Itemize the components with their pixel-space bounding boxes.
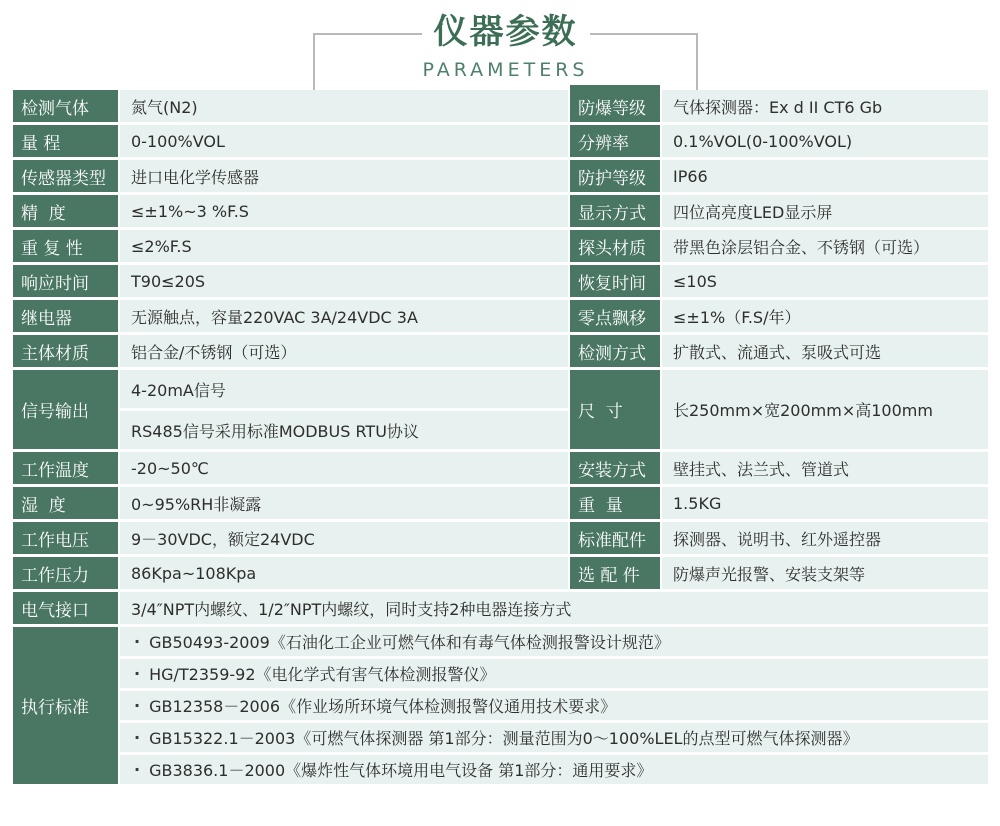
param-value: IP66 (662, 160, 988, 192)
param-label: 零点飘移 (570, 300, 660, 332)
param-value: 铝合金/不锈钢（可选） (120, 335, 568, 367)
param-label: 尺 寸 (570, 370, 660, 449)
param-label: 传感器类型 (13, 160, 118, 192)
table-row (13, 452, 988, 484)
param-label: 工作温度 (13, 452, 118, 484)
param-value: 3/4″NPT内螺纹、1/2″NPT内螺纹，同时支持2种电器连接方式 (120, 592, 988, 624)
param-value: ≤±1%~3 %F.S (120, 195, 568, 227)
standard-text: GB50493-2009《石油化工企业可燃气体和有毒气体检测报警设计规范》 (149, 633, 670, 652)
list-item (120, 755, 988, 784)
param-label: 主体材质 (13, 335, 118, 367)
param-value: 1.5KG (662, 487, 988, 519)
param-label: 检测方式 (570, 335, 660, 367)
param-label: 响应时间 (13, 265, 118, 297)
param-value: ≤10S (662, 265, 988, 297)
param-label: 工作电压 (13, 522, 118, 554)
bullet-icon: · (134, 728, 141, 747)
bullet-icon: · (134, 760, 141, 779)
bullet-icon: · (134, 632, 141, 651)
param-label: 探头材质 (570, 230, 660, 262)
param-value: 防爆声光报警、安装支架等 (662, 557, 988, 589)
bullet-icon: · (134, 664, 141, 683)
param-label: 电气接口 (13, 592, 118, 624)
param-value: 86Kpa~108Kpa (120, 557, 568, 589)
table-row (13, 160, 988, 192)
param-value: 四位高亮度LED显示屏 (662, 195, 988, 227)
parameters-table (13, 90, 988, 787)
param-value: T90≤20S (120, 265, 568, 297)
param-value: 9－30VDC，额定24VDC (120, 522, 568, 554)
param-label: 量 程 (13, 125, 118, 157)
param-value: -20~50℃ (120, 452, 568, 484)
param-value: 气体探测器：Ex d II CT6 Gb (662, 90, 988, 122)
standard-text: HG/T2359-92《电化学式有害气体检测报警仪》 (149, 665, 496, 684)
param-value: 长250mm×宽200mm×高100mm (662, 370, 988, 449)
param-value: 4-20mA信号 (120, 370, 568, 408)
param-label: 重 复 性 (13, 230, 118, 262)
param-value: 氮气(N2) (120, 90, 568, 122)
param-value: 0-100%VOL (120, 125, 568, 157)
list-item (120, 691, 988, 720)
table-row (13, 487, 988, 519)
row-signal-output (13, 370, 988, 449)
list-item (120, 723, 988, 752)
param-label: 精 度 (13, 195, 118, 227)
param-value: ≤±1%（F.S/年） (662, 300, 988, 332)
param-label: 安装方式 (570, 452, 660, 484)
param-label: 防护等级 (570, 160, 660, 192)
table-row (13, 90, 988, 122)
param-label: 湿 度 (13, 487, 118, 519)
list-item (120, 659, 988, 688)
page-subtitle: PARAMETERS (422, 59, 589, 81)
param-label: 执行标准 (13, 627, 118, 784)
param-value: ≤2%F.S (120, 230, 568, 262)
param-label: 标准配件 (570, 522, 660, 554)
param-value: 0~95%RH非凝露 (120, 487, 568, 519)
param-value: 扩散式、流通式、泵吸式可选 (662, 335, 988, 367)
param-value: 0.1%VOL(0-100%VOL) (662, 125, 988, 157)
param-label: 防爆等级 (570, 90, 660, 122)
param-label: 工作压力 (13, 557, 118, 589)
standards-list (120, 627, 988, 784)
row-standards (13, 627, 988, 784)
table-row (13, 557, 988, 589)
table-row (13, 195, 988, 227)
standard-text: GB15322.1－2003《可燃气体探测器 第1部分：测量范围为0～100%LEL的点型可燃气体探测器》 (149, 729, 859, 748)
param-label: 显示方式 (570, 195, 660, 227)
table-row (13, 335, 988, 367)
table-top-accent (570, 85, 660, 90)
table-row (13, 300, 988, 332)
param-value: RS485信号采用标准MODBUS RTU协议 (120, 411, 568, 449)
param-label: 继电器 (13, 300, 118, 332)
row-electrical-interface (13, 592, 988, 624)
bullet-icon: · (134, 696, 141, 715)
param-label: 检测气体 (13, 90, 118, 122)
param-value: 无源触点，容量220VAC 3A/24VDC 3A (120, 300, 568, 332)
param-value: 探测器、说明书、红外遥控器 (662, 522, 988, 554)
list-item (120, 627, 988, 656)
table-row (13, 230, 988, 262)
param-label: 恢复时间 (570, 265, 660, 297)
param-value: 壁挂式、法兰式、管道式 (662, 452, 988, 484)
param-value: 进口电化学传感器 (120, 160, 568, 192)
param-label: 分辨率 (570, 125, 660, 157)
param-label: 重 量 (570, 487, 660, 519)
table-row (13, 125, 988, 157)
page-title: 仪器参数 (422, 12, 590, 53)
param-label: 选 配 件 (570, 557, 660, 589)
param-value: 带黑色涂层铝合金、不锈钢（可选） (662, 230, 988, 262)
signal-values (120, 370, 568, 449)
title-frame (313, 12, 698, 90)
standard-text: GB3836.1－2000《爆炸性气体环境用电气设备 第1部分：通用要求》 (149, 761, 653, 780)
standard-text: GB12358－2006《作业场所环境气体检测报警仪通用技术要求》 (149, 697, 617, 716)
table-row (13, 265, 988, 297)
table-row (13, 522, 988, 554)
param-label: 信号输出 (13, 370, 118, 449)
